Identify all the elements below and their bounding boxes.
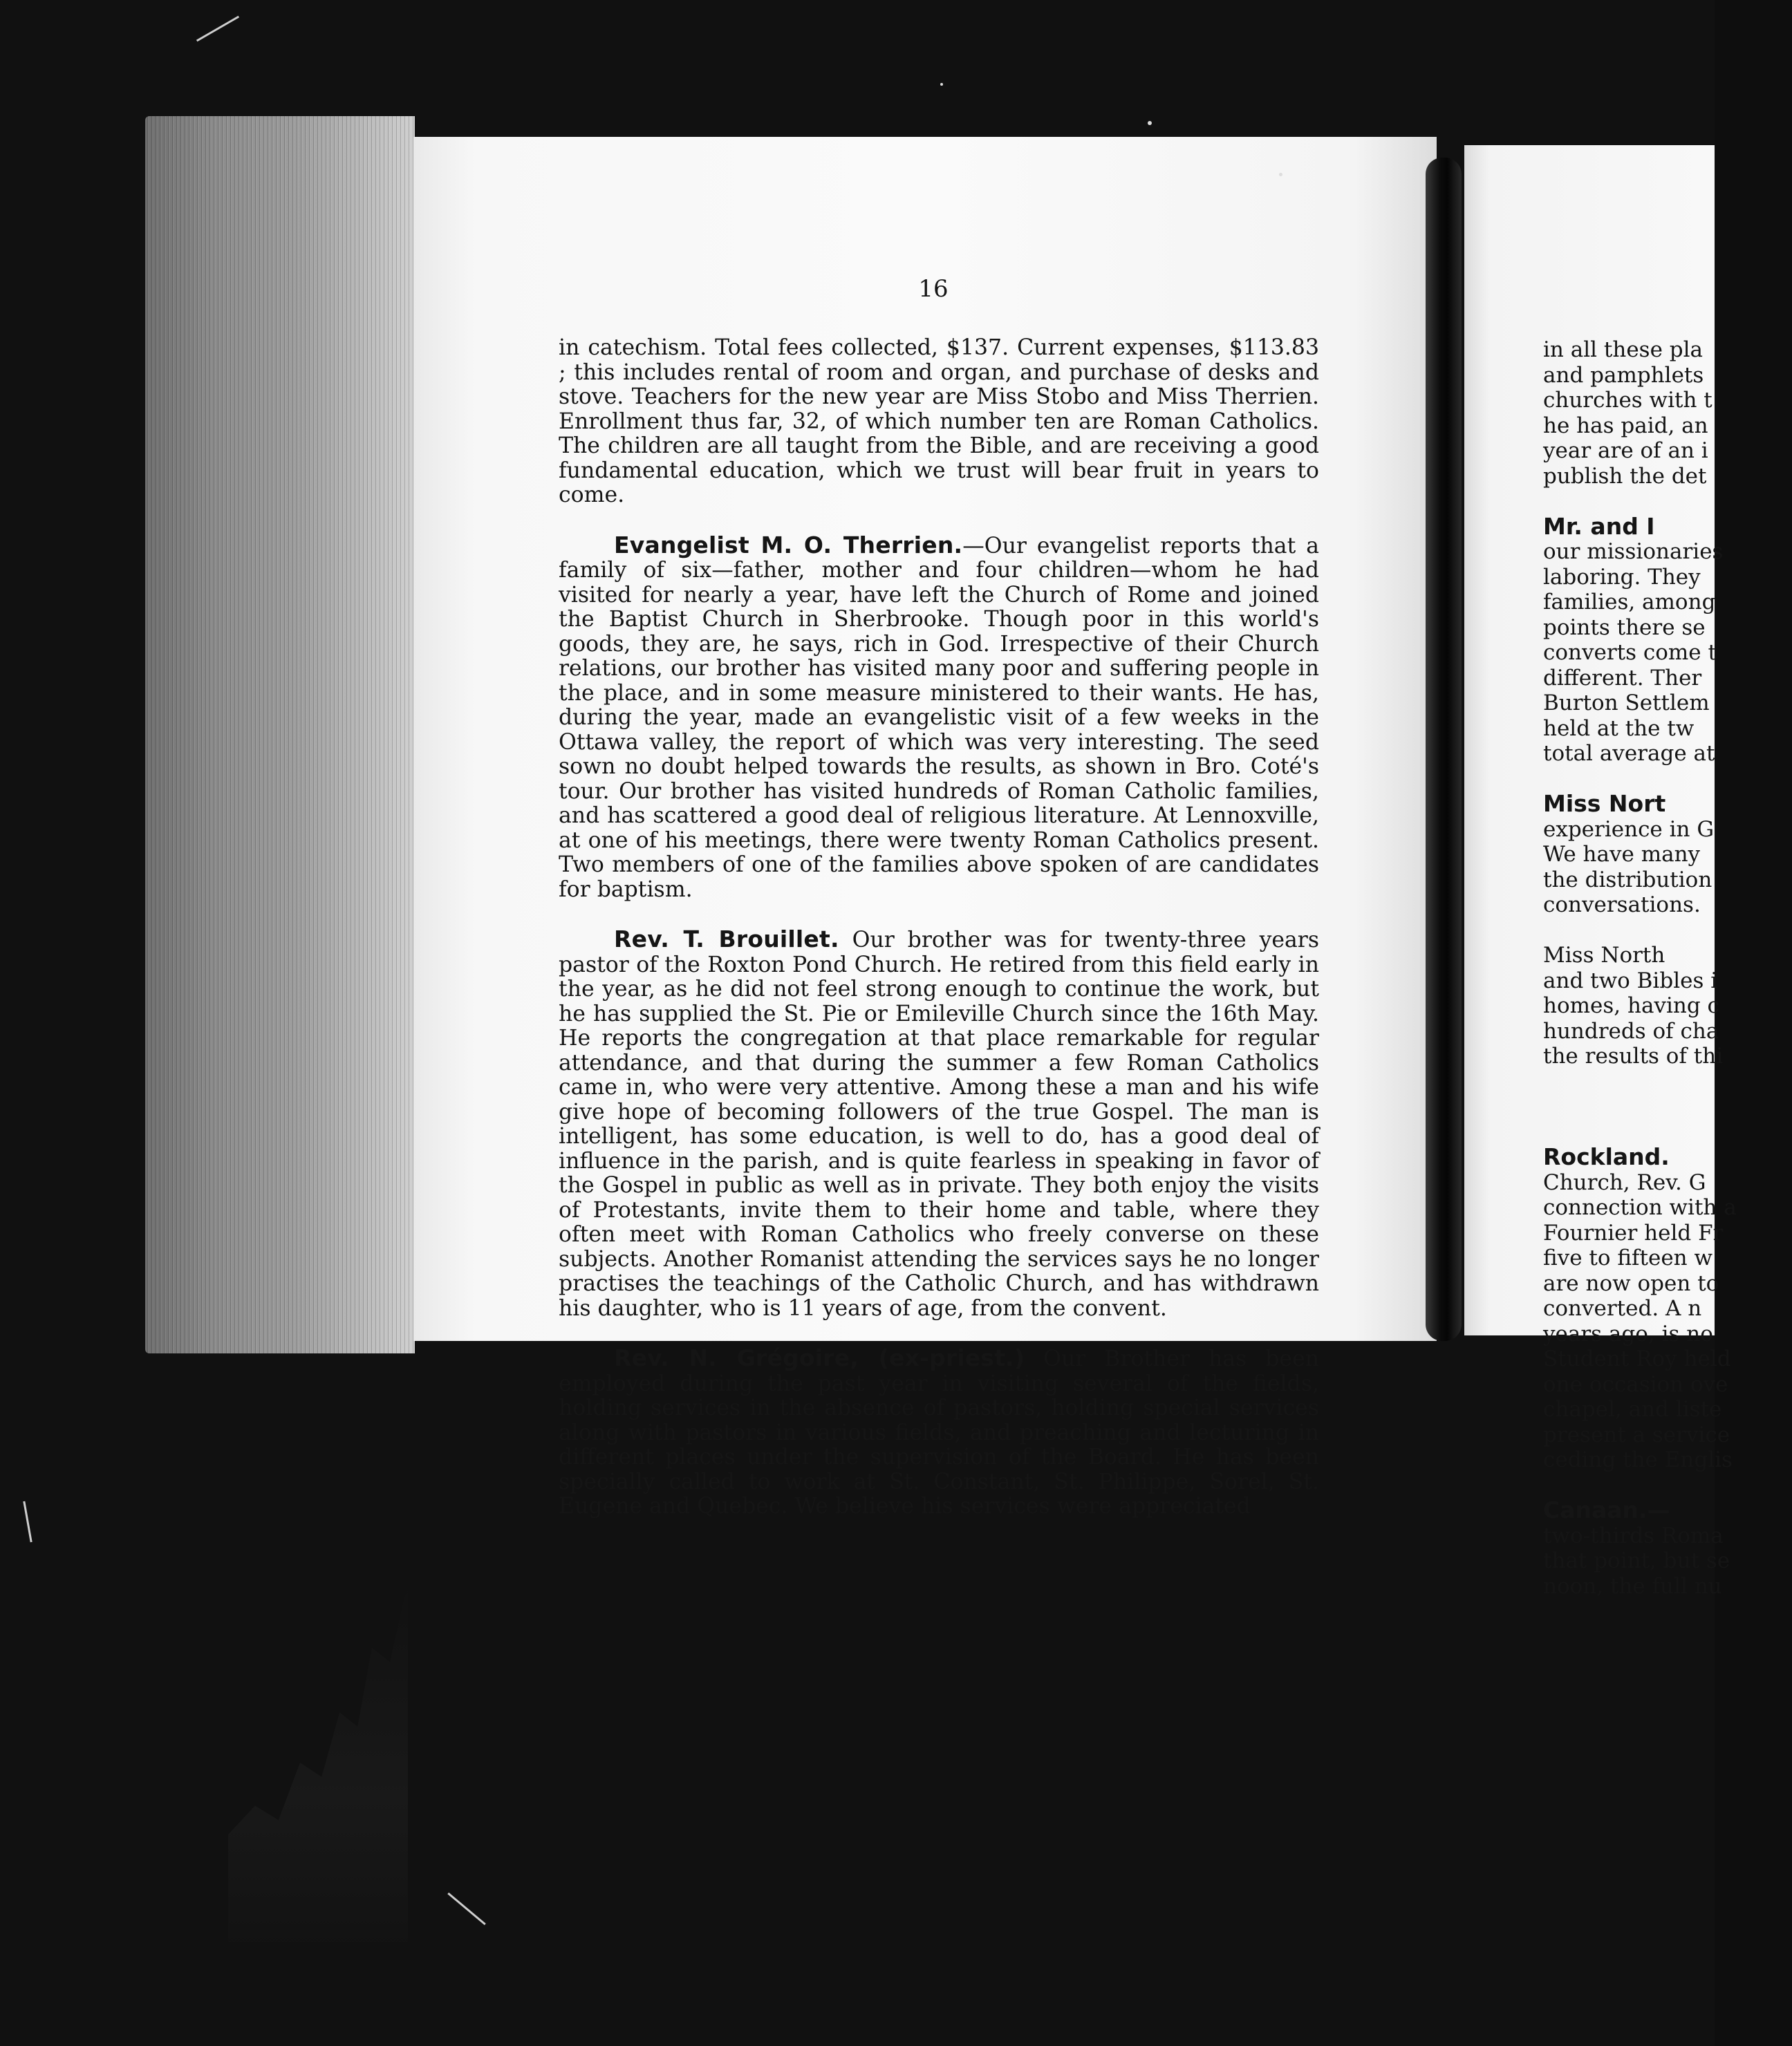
right-page-line: held at the tw: [1543, 715, 1695, 741]
right-page-line: connection with a: [1543, 1195, 1737, 1220]
section-heading: Rev. T. Brouillet.: [614, 926, 839, 952]
right-page-line: hundreds of cha: [1543, 1018, 1719, 1044]
paragraph-body: Our brother was for twenty-three years pastor of the Roxton Pond Church. He retired from this field early in the year, as he did not feel strong enough to continue the work, but he has supplied the St. Pie or Emileville Church since the 16th May. He reports the congregation at that place remarkable for regular attendance, and that during the summer a few Roman Catholics came in, who were very attentive. Among these a man and his wife give hope of becoming followers of the true Gospel. The man is intelligent, has some education, is well to do, has a good deal of influence in the parish, and is quite fearless in speaking in favor of the Gospel in public as well as in private. They both enjoy the visits of Protestants, invite them to their home and table, where they often meet with Roman Catholics who freely converse on these subjects. Another Romanist attending the services says he no longer practises the teachings of the Catholic Church, and has withdrawn his daughter, who is 11 years of age, from the convent.: [559, 928, 1320, 1321]
right-page-line: noon, the full nu: [1543, 1573, 1722, 1599]
right-page-line: different. Ther: [1543, 665, 1702, 691]
dust-speck: [1279, 173, 1282, 176]
right-page-line: and two Bibles i: [1543, 968, 1718, 993]
right-page-heading: Rockland.: [1543, 1143, 1670, 1170]
right-page-line: chapel, and liste: [1543, 1397, 1722, 1422]
right-page-line: Burton Settlem: [1543, 691, 1710, 715]
right-page-line: [1543, 1120, 1792, 1145]
right-page-line: total average at: [1543, 741, 1715, 766]
section-heading: Evangelist M. O. Therrien.: [614, 531, 963, 559]
right-page-line: churches with t: [1543, 388, 1712, 413]
torn-page-edges: [228, 1583, 408, 1942]
right-page-line: converts come t: [1543, 640, 1717, 665]
page-number: 16: [918, 275, 949, 303]
dust-speck: [1148, 121, 1152, 125]
right-page-heading: Miss Nort: [1543, 790, 1666, 817]
right-page-line: present a service: [1543, 1422, 1730, 1447]
right-page-line: publish the det: [1543, 463, 1707, 489]
right-page-line: families, among: [1543, 590, 1716, 614]
dust-speck: [940, 83, 943, 86]
right-page-line: the distribution: [1543, 867, 1712, 892]
right-page-line: our missionaries: [1543, 539, 1724, 564]
right-page-line: are now open to: [1543, 1270, 1719, 1296]
right-page-text: [1543, 337, 1792, 1599]
right-page-line: [1543, 767, 1792, 792]
left-page-text: [559, 336, 1319, 1544]
right-page-line: he has paid, an: [1543, 413, 1708, 438]
paragraph-gregoire: [559, 1346, 1319, 1519]
paragraph-body: in catechism. Total fees collected, $137. Current expenses, $113.83 ; this includes rental of room and organ, and purchase of desks and stove. Teachers for the new year are Miss Stobo and Miss Therrien. Enrollment thus far, 32, of which number ten are Roman Catholics. The children are all taught from the Bible, and are receiving a good fundamental education, which we trust will bear fruit in years to come.: [559, 335, 1319, 507]
right-page-line: homes, having c: [1543, 993, 1719, 1018]
right-page-line: laboring. They: [1543, 564, 1701, 590]
right-page-line: Student Roy held: [1543, 1346, 1731, 1371]
scan-scratch: [447, 1893, 486, 1925]
right-page-line: conversations.: [1543, 892, 1701, 917]
paragraph-therrien: [559, 533, 1319, 903]
right-page-line: [1543, 1094, 1792, 1120]
right-page-line: one occasion ove: [1543, 1371, 1728, 1397]
paragraph-brouillet: [559, 927, 1319, 1321]
right-page-line: in all these pla: [1543, 337, 1704, 362]
right-page-line: We have many: [1543, 842, 1701, 867]
right-page-line: ceding the Englis: [1543, 1447, 1733, 1472]
scan-scratch: [23, 1501, 32, 1543]
right-page-line: two-thirds Roma: [1543, 1523, 1724, 1548]
page-edges: [145, 116, 415, 1353]
right-page-line: Fournier held Fr: [1543, 1220, 1724, 1246]
right-page-line: experience in G: [1543, 816, 1715, 842]
right-page-line: [1543, 918, 1792, 944]
right-page-line: Miss North: [1543, 943, 1665, 968]
right-page-line: [1543, 1473, 1792, 1499]
right-page-line: five to fifteen w: [1543, 1246, 1713, 1270]
right-page-line: [1543, 1069, 1792, 1095]
right-page-line: the results of thi: [1543, 1044, 1724, 1069]
right-page-heading: Mr. and I: [1543, 512, 1655, 540]
paragraph-body: —Our evangelist reports that a family of six—father, mother and four children—whom he had visited for nearly a year, have left the Church of Rome and joined the Baptist Church in Sherbrooke. Though poor in this world's goods, they are, he says, rich in God. Irrespective of their Church relations, our brother has visited many poor and suffering people in the place, and in some measure ministered to their wants. He has, during the year, made an evangelistic visit of a few weeks in the Ottawa valley, the report of which was very interesting. The seed sown no doubt helped towards the results, as shown in Bro. Coté's tour. Our brother has visited hundreds of Roman Catholic families, and has scattered a good deal of religious literature. At Lennoxville, at one of his meetings, there were twenty Roman Catholics present. Two members of one of the families above spoken of are candidates for baptism.: [559, 533, 1319, 902]
right-page-line: years ago, is no: [1543, 1321, 1713, 1346]
paragraph-school-report: [559, 336, 1319, 508]
right-page-line: Church, Rev. G: [1543, 1170, 1706, 1195]
section-heading: Rev. N. Grégoire, (ex-priest.): [614, 1344, 1025, 1371]
right-page-heading: Canaan.—: [1543, 1496, 1670, 1523]
right-page-line: and pamphlets: [1543, 362, 1704, 388]
paragraph-body: Our Brother has been employed during the past year in visiting several of the fields, holding services in the absence of pastors, holding special services along with pastors in various fields, and preaching and lecturing in different places under the supervision of the Board. He has been specially called to work at St. Constant, St. Philippe, Sorel, St. Eugene and Quebec. We believe his services were appreciated: [559, 1346, 1319, 1519]
scan-scratch: [196, 16, 239, 42]
right-page-line: that point, but se: [1543, 1548, 1730, 1573]
right-page-line: year are of an i: [1543, 438, 1708, 463]
right-page-line: points there se: [1543, 614, 1706, 640]
book-gutter: [1426, 158, 1462, 1341]
right-page-line: converted. A n: [1543, 1296, 1702, 1321]
right-page-line: [1543, 489, 1792, 514]
